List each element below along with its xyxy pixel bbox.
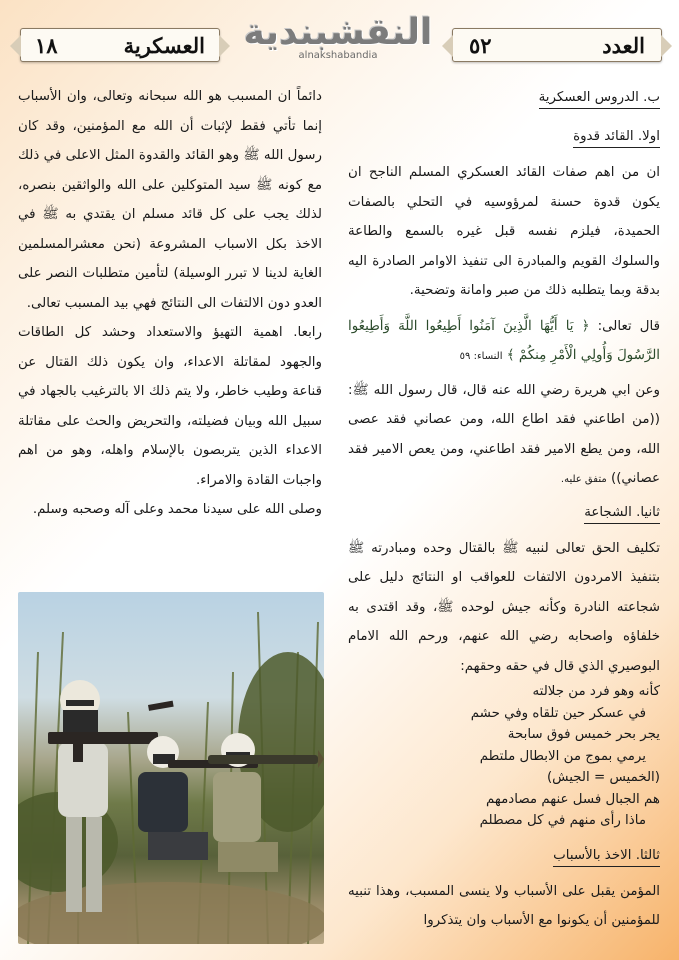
first-heading: اولا. القائد قدوة <box>573 127 660 148</box>
poem-line: (الخميس = الجيش) <box>546 770 660 785</box>
left-paragraph: رابعا. اهمية التهيؤ والاستعداد وحشد كل الطاقات والجهود لمقاتلة الاعداء، وان يكون ذلك القتال عن قناعة وطيب خاطر، ولا يتم ذلك الا بالترغيب بالجهاد في سبيل الله وبيان فضيلته، والتحريض والحث على مقاتلة الاعداء الذين يتربصون بالإسلام واهله، وهو من اهم واجبات القادة والامراء. <box>18 325 322 488</box>
poem-line: هم الجبال فسل عنهم مصادمهم <box>486 791 660 807</box>
verse-intro: قال تعالى: <box>597 318 660 334</box>
section-b-heading: ب. الدروس العسكرية <box>539 88 660 109</box>
left-paragraph: وصلى الله على سيدنا محمد وعلى آله وصحبه وسلم. <box>32 502 322 517</box>
issue-label: العدد <box>602 32 645 58</box>
fighter-kneeling <box>138 736 208 860</box>
photo-illustration <box>18 592 324 944</box>
fighters-photo <box>18 592 324 944</box>
verse-block <box>348 312 660 372</box>
second-heading: ثانيا. الشجاعة <box>584 503 660 524</box>
poem-line: كأنه وهو فرد من جلالته <box>532 684 660 699</box>
section-title: العسكرية <box>123 32 205 58</box>
second-paragraph: تكليف الحق تعالى لنبيه ﷺ بالقتال وحده ومبادرته ﷺ بتنفيذ الامردون الالتفات للعواقب او النتائج دليل على شجاعته النادرة وكأنه جيش لوحده ﷺ، وقد اقتدى به خلفاؤه واصحابه رضي الله عنهم، ورحم الله الامام البوصيري الذي قال في حقه وحقهم: <box>348 540 660 674</box>
third-paragraph: المؤمن يقبل على الأسباب ولا ينسى المسبب، وهذا تنبيه للمؤمنين أن يكونوا مع الأسباب وان يتذكروا <box>348 883 660 928</box>
poem-line: يجر بحر خميس فوق سابحة <box>507 727 660 742</box>
verse-reference: النساء: ٥٩ <box>459 351 503 362</box>
first-paragraph: ان من اهم صفات القائد العسكري المسلم الناجح ان يكون قدوة حسنة لمرؤوسيه في التحلي بالصفات الحميدة، فيلزم نفسه قبل غيره بالسمع والطاعة والسلوك القويم والمبادرة الى تنفيذ الاوامر الصادرة اليه بدقة وبما يتطلبه ذلك من صبر وامانة وتضحية. <box>348 165 660 298</box>
verse-text: ﴿ يَا أَيُّهَا الَّذِينَ آمَنُوا أَطِيعُوا اللَّهَ وَأَطِيعُوا الرَّسُولَ وَأُولِي الْأَمْرِ مِنكُمْ ﴾ <box>348 318 660 363</box>
logo-arabic: النقشبندية <box>243 12 433 53</box>
magazine-logo <box>238 10 438 74</box>
left-column <box>18 82 322 525</box>
poem-line: في عسكر حين تلقاه وفي حشم <box>470 705 646 721</box>
third-heading: ثالثا. الاخذ بالأسباب <box>553 846 660 867</box>
issue-number: ٥٢ <box>469 32 492 58</box>
poem-line: ماذا رأى منهم في كل مصطلم <box>479 813 646 828</box>
hadith-reference: متفق عليه. <box>560 474 607 485</box>
hadith-block <box>348 376 660 495</box>
section-banner <box>20 28 220 62</box>
page-number: ١٨ <box>35 32 58 58</box>
poem-line: يرمي بموج من الابطال ملتطم <box>479 748 646 764</box>
page-header <box>0 0 679 78</box>
hadith-text: وعن ابي هريرة رضي الله عنه قال، قال رسول الله ﷺ: ((من اطاعني فقد اطاع الله، ومن عصاني فقد عصى الله، ومن يطع الامير فقد اطاعني، ومن يعص الامير فقد عصاني)) <box>348 382 660 486</box>
left-paragraph: دائماً ان المسبب هو الله سبحانه وتعالى، وان الأسباب إنما تأتي فقط لإثبات أن الله مع المؤمنين، وقد كان رسول الله ﷺ وهو القائد والقدوة المثل الاعلى في ذلك مع كونه ﷺ سيد المتوكلين على الله والواثقين بنصره، لذلك يجب على كل قائد مسلم ان يقتدي به ﷺ في الاخذ بكل الاسباب المشروعة (نحن معشرالمسلمين الغاية لدينا لا تبرر الوسيلة) لتأمين متطلبات النصر على العدو دون الالتفات الى النتائج فهي بيد المسبب تعالى. <box>18 89 322 311</box>
poem <box>348 681 660 832</box>
issue-banner <box>452 28 662 62</box>
logo-latin: alnakshabandia <box>298 50 378 61</box>
right-column <box>348 82 660 936</box>
